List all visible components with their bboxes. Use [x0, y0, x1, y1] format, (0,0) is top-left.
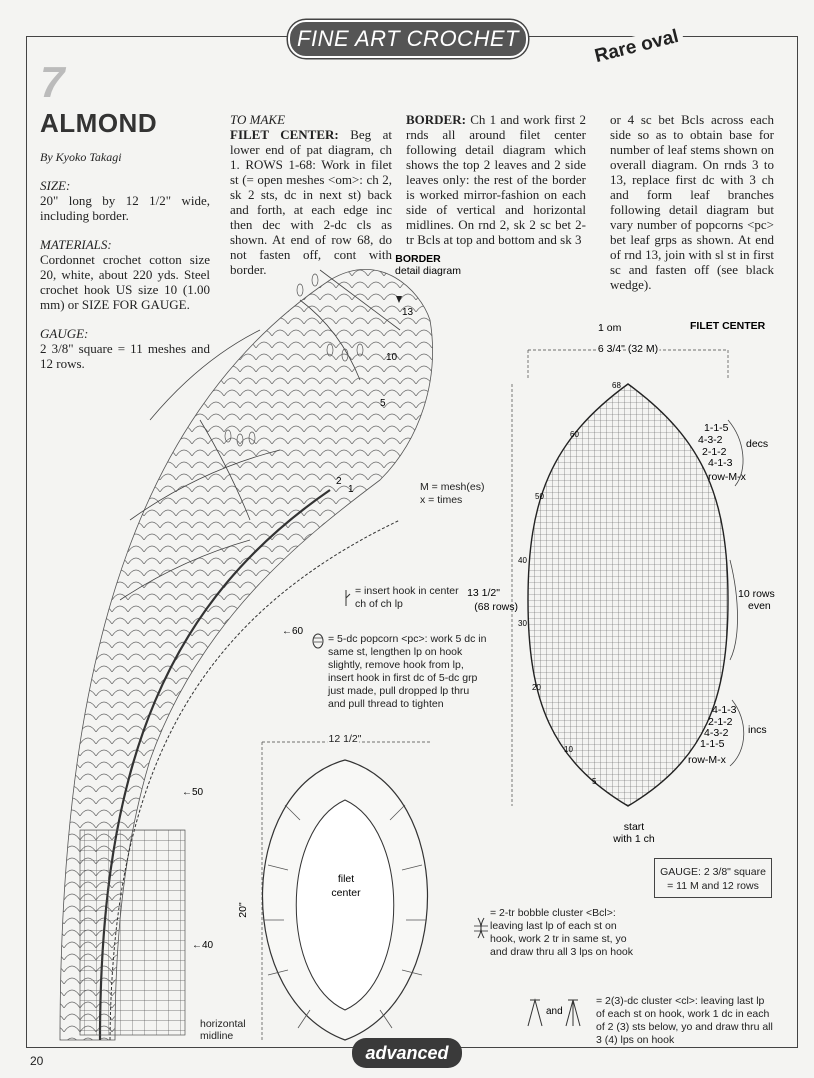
materials-heading: MATERIALS: — [40, 237, 112, 252]
border-text: Ch 1 and work first 2 rnds all around filet center following detail diagram which shows the top 2 leaves and 2 side leaves only: the rest of the border is worked mirror-fashion on each side of vertical and horizontal midlines. On rnd 2, sk 2 sc bet 2-tr Bcls at top and bottom and sk 3 — [406, 112, 587, 247]
continuation-text: or 4 sc bet Bcls across each side so as to obtain base for number of leaf stems shown on overall diagram. On rnds 3 to 13, replace first dc with 3 ch and form leaf branches following detail diagram but vary number of popcorns <pc> bet leaf grps as shown. At end of rnd 13, join with sl st in first sc and fasten off (see black wedge). — [610, 112, 774, 292]
materials-text: Cordonnet crochet cotton size 20, white, about 220 yds. Steel crochet hook US size 10 (1.00 mm) or SIZE FOR GAUGE. — [40, 252, 210, 312]
border-lead: BORDER: — [406, 112, 466, 127]
filet-height-in: 13 1/2" — [467, 587, 500, 599]
row-label-50: 50 — [535, 492, 544, 501]
row-label-40: 40 — [518, 556, 527, 565]
start-label: start — [623, 821, 645, 833]
row-label-5: 5 — [592, 777, 597, 786]
legend-cluster: = 2(3)-dc cluster <cl>: leaving last lp of each st on hook, work 1 dc in each of 2 (3) sts below, yo and draw thru all 3 (4) lps on hook — [596, 995, 773, 1046]
incs-seq-1: 4-1-3 — [712, 704, 737, 716]
gauge-heading: GAUGE: — [40, 326, 89, 341]
legend-times: x = times — [420, 494, 463, 506]
pattern-number: 7 — [40, 58, 65, 107]
incs-seq-4: 1-1-5 — [700, 738, 725, 750]
decs-seq-2: 4-3-2 — [698, 434, 723, 446]
rare-oval-tag: Rare oval — [589, 25, 685, 69]
detail-mark-50: ←50 — [182, 787, 204, 798]
incs-label: incs — [748, 724, 767, 736]
overall-center-line1: filet — [337, 873, 355, 885]
gauge-box — [654, 858, 772, 898]
insert-hook-symbol-icon — [346, 590, 350, 606]
bobble-cluster-icon — [474, 918, 488, 938]
incs-seq-3: 4-3-2 — [704, 727, 729, 739]
cluster-and: and — [546, 1006, 563, 1017]
section-banner: FINE ART CROCHET — [288, 20, 528, 58]
row-label-60: 60 — [570, 430, 579, 439]
start-with-ch: with 1 ch — [613, 833, 655, 845]
overall-width: 12 1/2" — [328, 733, 362, 745]
even-label: even — [748, 600, 771, 612]
detail-row-10: 10 — [386, 352, 398, 363]
row-label-20: 20 — [532, 683, 541, 692]
overall-height: 20" — [237, 902, 249, 918]
filet-width: 6 3/4" (32 M) — [597, 343, 659, 355]
detail-row-1: 1 — [348, 484, 354, 495]
incs-row-mx: row-M-x — [688, 754, 726, 766]
detail-mark-60: ←60 — [282, 626, 304, 637]
size-text: 20" long by 12 1/2" wide, including border. — [40, 193, 210, 223]
overall-center-line2: center — [331, 887, 361, 899]
gauge-box-line2: = 11 M and 12 rows — [667, 880, 759, 892]
pattern-byline: By Kyoko Takagi — [40, 150, 122, 164]
legend-mesh: M = mesh(es) — [420, 481, 485, 493]
legend-popcorn: = 5-dc popcorn <pc>: work 5 dc in same st, lengthen lp on hook slightly, remove hook from lp, insert hook in first dc of 5-dc grp just made, pull dropped lp thru and pull thread to tighten — [328, 633, 487, 710]
filet-chart-title: FILET CENTER — [690, 320, 766, 332]
legend-bobble: = 2-tr bobble cluster <Bcl>: leaving last lp of each st on hook, work 2 tr in same st, yo and draw thru all 3 lps on hook — [490, 907, 634, 958]
popcorn-symbol-icon — [313, 634, 323, 648]
detail-title: BORDER — [395, 253, 441, 265]
om-label: 1 om — [598, 322, 622, 334]
pattern-title: ALMOND — [40, 108, 158, 138]
detail-mark-40: ←40 — [192, 940, 214, 951]
to-make-text: Beg at lower end of pat diagram, ch 1. ROWS 1-68: Work in filet st (= open meshes <om>: ch 2, sk 2 sts, dc in next st) back and forth, at each edge inc then dec with 2-dc cls as shown. At end of row 68, do not fasten off, cont with border. — [230, 127, 392, 277]
detail-subtitle: detail diagram — [395, 265, 461, 277]
detail-row-13: 13 — [402, 307, 414, 318]
horizontal-midline-label: horizontal midline — [200, 1018, 246, 1042]
detail-row-2: 2 — [336, 476, 342, 487]
decs-label: decs — [746, 438, 769, 450]
gauge-box-line1: GAUGE: 2 3/8" square — [660, 866, 766, 878]
decs-seq-4: 4-1-3 — [708, 457, 733, 469]
filet-center-lead: FILET CENTER: — [230, 127, 339, 142]
row-label-30: 30 — [518, 619, 527, 628]
decs-row-mx: row-M-x — [708, 471, 746, 483]
skill-level-badge: advanced — [352, 1038, 462, 1068]
incs-seq-2: 2-1-2 — [708, 716, 733, 728]
gauge-text: 2 3/8" square = 11 meshes and 12 rows. — [40, 341, 210, 371]
size-heading: SIZE: — [40, 178, 71, 193]
page-number: 20 — [30, 1054, 44, 1068]
decs-seq-3: 2-1-2 — [702, 446, 727, 458]
legend-insert-hook: = insert hook in center ch of ch lp — [355, 585, 459, 610]
filet-height-rows: (68 rows) — [474, 601, 518, 613]
detail-row-5: 5 — [380, 398, 386, 409]
row-label-10: 10 — [564, 745, 573, 754]
row-label-68: 68 — [612, 381, 621, 390]
ten-rows-label: 10 rows — [738, 588, 775, 600]
decs-seq-1: 1-1-5 — [704, 422, 729, 434]
to-make-heading: TO MAKE — [230, 112, 286, 127]
